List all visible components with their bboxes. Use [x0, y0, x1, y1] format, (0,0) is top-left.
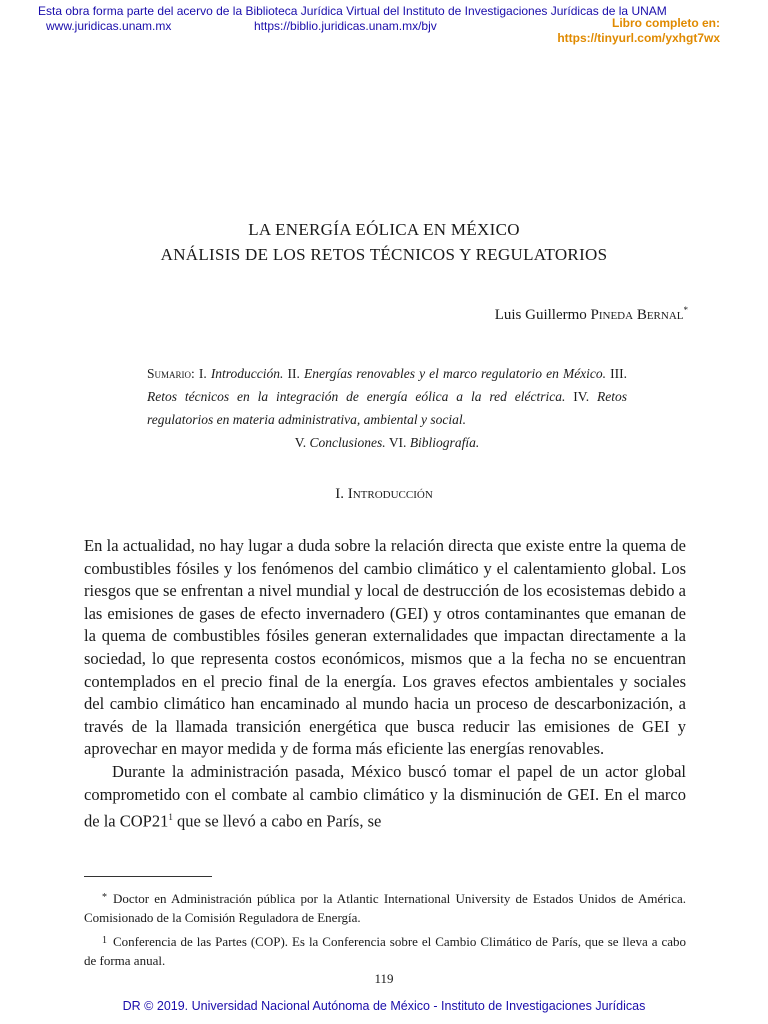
author-byline — [495, 305, 688, 324]
footnote-1 — [84, 931, 686, 970]
repository-banner — [0, 0, 768, 48]
body-text — [84, 535, 686, 833]
paragraph-2 — [84, 761, 686, 833]
paragraph-2-text-b: que se llevó a cabo en París, se — [172, 811, 382, 831]
summary-item-3: Retos técnicos en la integración de energía eólica a la red eléctrica. — [147, 389, 566, 404]
page-number: 119 — [374, 971, 394, 986]
footnote-author — [84, 888, 686, 927]
paragraph-2-text-a: Durante la administración pasada, México buscó tomar el papel de un actor global comprometido con el combate al cambio climático y la disminución de GEI. En el marco de la COP21 — [84, 761, 686, 831]
author-surname: Pineda Bernal — [590, 307, 684, 323]
footnote-mark: * — [102, 892, 107, 903]
chapter-summary: Sumario: I. Introducción. II. Energías renovables y el marco regulatorio en México. III. Retos técnicos en la integración de energía eólica a la red eléctrica. IV. Retos regulatorios en materia administrativa, ambiental y social. V. Conclusiones. VI. Bibliografía. — [147, 362, 627, 454]
summary-num-6: VI. — [388, 435, 407, 450]
summary-num-5: V. — [294, 435, 307, 450]
paragraph-1: En la actualidad, no hay lugar a duda sobre la relación directa que existe entre la quema de combustibles fósiles y los fenómenos del cambio climático y el calentamiento global. Los riesgos que se enfrentan a nivel mundial y local de destrucción de los ecosistemas debido a las emisiones de gases de efecto invernadero (GEI) y otros contaminantes que emanan de la quema de combustibles fósiles generan externalidades que impactan directamente a la sociedad, lo que representa costos económicos, mismos que a la fecha no se encuentran contemplados en el precio final de la energía. Los graves efectos ambientales y sociales del cambio climático han encaminado al mundo hacia un proceso de descarbonización, a través de la llamada transición energética que busca reducir las emisiones de GEI y aprovechar en mayor medida y de forma más eficiente las energías renovables. — [84, 536, 686, 759]
summary-num-2: II. — [287, 366, 300, 381]
summary-item-2: Energías renovables y el marco regulatorio en México. — [303, 366, 607, 381]
summary-item-4: Retos regulatorios en materia administrativa, ambiental y social. — [147, 389, 628, 427]
section-title: Introducción — [347, 486, 433, 502]
summary-num-4: IV. — [573, 389, 590, 404]
footnote-divider — [84, 876, 212, 877]
summary-num-3: III. — [610, 366, 627, 381]
footnote-text: Doctor en Administración pública por la Atlantic International University de Estados Unidos de América. Comisionado de la Comisión Reguladora de Energía. — [84, 891, 686, 925]
summary-item-5: Conclusiones. — [309, 435, 386, 450]
footnote-mark: 1 — [102, 935, 107, 946]
footnote-text: Conferencia de las Partes (COP). Es la Conferencia sobre el Cambio Climático de París, que se lleva a cabo de forma anual. — [84, 934, 686, 968]
section-number: I. — [335, 486, 344, 502]
section-heading — [0, 486, 768, 503]
juridicas-link[interactable]: www.juridicas.unam.mx — [46, 19, 172, 33]
summary-num-1: I. — [198, 366, 207, 381]
repository-notice: Esta obra forma parte del acervo de la Biblioteca Jurídica Virtual del Instituto de Investigaciones Jurídicas de la UNAM — [38, 4, 667, 18]
full-book-link[interactable]: https://tinyurl.com/yxhgt7wx — [557, 31, 720, 45]
author-given-name: Luis Guillermo — [494, 307, 591, 323]
footnote-ref-1[interactable]: 1 — [168, 812, 173, 823]
summary-last-line — [147, 431, 627, 454]
copyright-footer: DR © 2019. Universidad Nacional Autónoma de México - Instituto de Investigaciones Jurídicas — [122, 999, 646, 1013]
footnotes — [84, 888, 686, 974]
summary-item-6: Bibliografía. — [409, 435, 480, 450]
biblio-link[interactable]: https://biblio.juridicas.unam.mx/bjv — [254, 19, 437, 33]
summary-label: Sumario — [147, 366, 192, 381]
full-book-label: Libro completo en: — [612, 16, 720, 30]
chapter-title-line-2: ANÁLISIS DE LOS RETOS TÉCNICOS Y REGULATORIOS — [160, 245, 608, 264]
summary-item-1: Introducción. — [210, 366, 284, 381]
author-footnote-mark: * — [683, 305, 688, 315]
chapter-title-line-1: LA ENERGÍA EÓLICA EN MÉXICO — [248, 220, 520, 239]
